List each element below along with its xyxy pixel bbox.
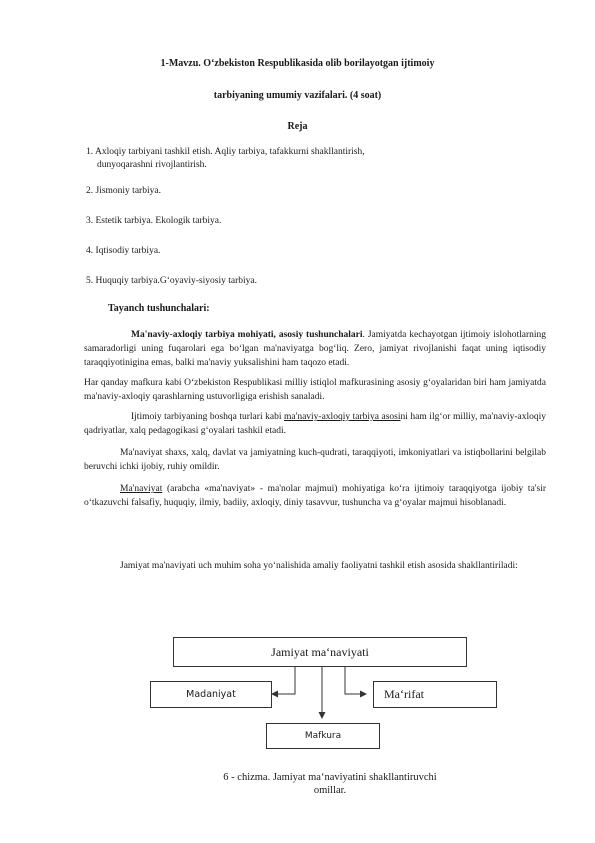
figure-caption-line-1: 6 - chizma. Jamiyat ma‘naviyatini shakllantiruvchi [223, 772, 437, 783]
paragraph-2: Har qanday mafkura kabi O‘zbekiston Respublikasi milliy istiqlol mafkurasining asosiy g‘oyalaridan biri ham jamiyatda ma'naviy-axloqiy qarashlarning ustuvorligiga erishish sanaladi. [84, 378, 546, 402]
arrow-to-madaniyat [272, 667, 295, 694]
plan-item-2: 2. Jismoniy tarbiya. [86, 186, 161, 196]
diagram-box-right-label: Ma‘rifat [384, 687, 424, 701]
plan-item-4: 4. Iqtisodiy tarbiya. [86, 246, 161, 256]
plan-item-3: 3. Estetik tarbiya. Ekologik tarbiya. [86, 216, 222, 226]
paragraph-3-before: Ijtimoiy tarbiyaning boshqa turlari kabi [131, 412, 284, 422]
paragraph-5-text: (arabcha «ma'naviyat» - ma'nolar majmui) mohiyatiga ko‘ra ijtimoiy taraqqiyotga ijobiy ta'sir o‘tkazuvchi falsafiy, huquqiy, ilmiy, badiiy, axloqiy, diniy tasavvur, tushuncha va g‘oyalar majmui hisoblanadi. [84, 484, 546, 508]
paragraph-3-after: ni ham ilg‘or milliy, ma'naviy-axloqiy qadriyatlar, xalq pedagogikasi g‘oyalari tashkil etadi. [84, 412, 547, 436]
diagram-box-enlightenment [373, 681, 497, 708]
title-line-2: tarbiyaning umumiy vazifalari. (4 soat) [213, 90, 382, 101]
diagram-box-left-label: Madaniyat [186, 689, 236, 700]
paragraph-1-bold: Ma'naviy-axloqiy tarbiya mohiyati, asosiy tushunchalari [131, 330, 363, 340]
paragraph-4: Ma'naviyat shaxs, xalq, davlat va jamiyatning kuch-qudrati, taraqqiyoti, imkoniyatlari va istiqbollarini belgilab beruvchi ichki ijobiy, ruhiy omildir. [84, 448, 546, 472]
paragraph-5-underlined: Ma'naviyat [120, 484, 163, 494]
paragraph-3-underlined: ma'naviy-axloqiy tarbiya asosi [284, 412, 401, 422]
diagram-box-culture [150, 681, 272, 708]
paragraph-6: Jamiyat ma'naviyati uch muhim soha yo‘nalishida amaliy faoliyatni tashkil etish asosida shakllantiriladi: [120, 561, 518, 571]
figure-caption-line-2: omillar. [313, 785, 347, 796]
plan-item-1-line-1: 1. Axloqiy tarbiyani tashkil etish. Aqliy tarbiya, tafakkurni shakllantirish, [86, 147, 365, 157]
diagram-box-top-label: Jamiyat ma‘naviyati [271, 644, 369, 659]
diagram-box-ideology [266, 723, 380, 749]
plan-item-5: 5. Huquqiy tarbiya.G‘oyaviy-siyosiy tarbiya. [86, 276, 257, 286]
diagram-box-society-spirituality [173, 637, 467, 667]
paragraph-1-text: . Jamiyatda kechayotgan ijtimoiy islohotlarning samaradorligi uning fuqarolari ega bo‘lgan ma'naviyatga bog‘liq. Zero, jamiyat rivojlanishi faqat uning iqtisodiy taraqqiyotinigina emas, balki ma'naviy yuksalishini ham taqozo etadi. [84, 330, 546, 368]
figure-caption [190, 771, 470, 797]
plan-heading: Reja [287, 121, 308, 132]
key-concepts-heading: Tayanch tushunchalari: [108, 303, 210, 314]
diagram-box-bottom-label: Mafkura [304, 731, 342, 741]
arrow-to-marifat [345, 667, 366, 694]
plan-item-1-line-2: dunyoqarashni rivojlantirish. [97, 160, 207, 170]
title-line-1: 1-Mavzu. O‘zbekiston Respublikasida olib borilayotgan ijtimoiy [160, 58, 435, 69]
